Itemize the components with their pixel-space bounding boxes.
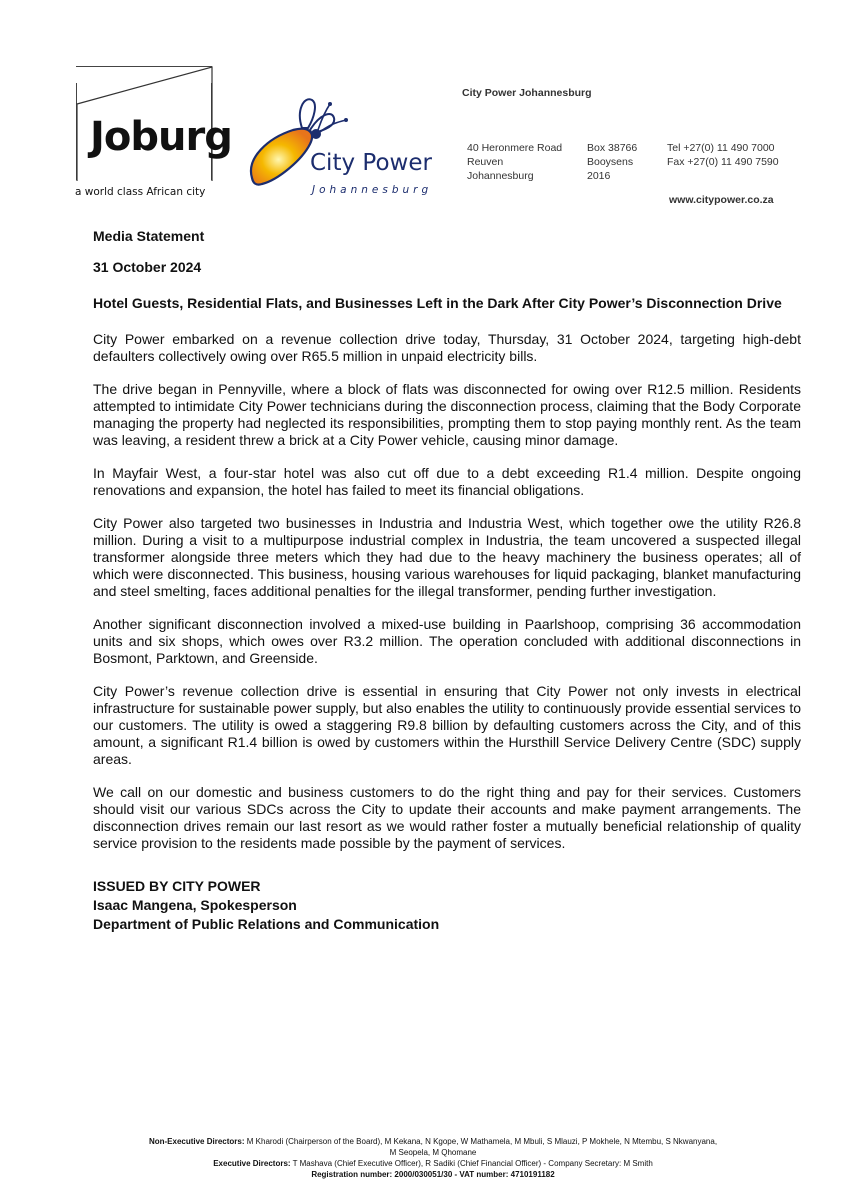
- postbox-line: Box 38766: [587, 142, 638, 154]
- citypower-logo-sub: Johannesburg: [312, 184, 433, 196]
- address-line: Johannesburg: [467, 170, 534, 182]
- paragraph: In Mayfair West, a four-star hotel was also cut off due to a debt exceeding R1.4 million. Despite ongoing renovations and expansion, the hotel has failed to meet its financial obligations.: [93, 465, 801, 498]
- department: Department of Public Relations and Communication: [93, 916, 440, 932]
- paragraph: City Power also targeted two businesses in Industria and Industria West, which together owe the utility R26.8 million. During a visit to a multipurpose industrial complex in Industria, the team uncovered a suspected illegal transformer alongside three meters which they had due to the heavy machinery the business operates; all of which were disconnected. This business, housing various warehouses for liquid packaging, blanket manufacturing and steel smelting, faces additional penalties for the illegal transformer, pending further investigation.: [93, 515, 801, 599]
- statement-body: [93, 228, 801, 934]
- nonexec-label: Non-Executive Directors:: [148, 1137, 245, 1146]
- paragraph: We call on our domestic and business customers to do the right thing and pay for their services. Customers should visit our various SDCs across the City to update their accounts and make payment arrangements. The disconnection drives remain our last resort as we would rather foster a mutually beneficial relationship of quality service provision to the residents made possible by the payment of services.: [93, 784, 801, 851]
- fax-number: Fax +27(0) 11 490 7590: [667, 156, 779, 168]
- spokesperson: Isaac Mangena, Spokesperson: [93, 897, 297, 913]
- issued-by: ISSUED BY CITY POWER: [93, 878, 261, 894]
- signature-block: [93, 877, 801, 934]
- address-line: Reuven: [467, 156, 504, 168]
- joburg-wordmark: Joburg: [90, 114, 232, 160]
- postbox-line: 2016: [587, 170, 611, 182]
- postbox-line: Booysens: [587, 156, 634, 168]
- citypower-logo-name: City Power: [310, 150, 432, 176]
- paragraph: Another significant disconnection involved a mixed-use building in Paarlshoop, comprising 36 accommodation units and six shops, which owes over R3.2 million. The operation concluded with additional disconnections in Bosmont, Parktown, and Greenside.: [93, 616, 801, 666]
- paragraph: City Power embarked on a revenue collection drive today, Thursday, 31 October 2024, targeting high-debt defaulters collectively owing over R65.5 million in unpaid electricity bills.: [93, 331, 801, 364]
- address-block: [467, 141, 562, 183]
- nonexec-names: M Kharodi (Chairperson of the Board), M Kekana, N Kgope, W Mathamela, M Mbuli, S Mlauzi, P Mokhele, N Mtembu, S Nkwanyana,: [246, 1137, 718, 1146]
- phone-number: Tel +27(0) 11 490 7000: [667, 142, 775, 154]
- joburg-tagline: a world class African city: [75, 186, 206, 198]
- company-name: City Power Johannesburg: [462, 87, 592, 99]
- contact-block: [667, 141, 779, 169]
- footer: [40, 1136, 826, 1180]
- statement-title: Hotel Guests, Residential Flats, and Businesses Left in the Dark After City Power’s Disconnection Drive: [93, 295, 782, 311]
- paragraph: City Power’s revenue collection drive is essential in ensuring that City Power not only invests in electrical infrastructure for sustainable power supply, but also enables the utility to continuously provide essential services to our customers. The utility is owed a staggering R9.8 billion by defaulting customers across the City, and of this amount, a significant R1.4 billion is owed by customers within the Hursthill Service Delivery Centre (SDC) supply areas.: [93, 683, 801, 767]
- statement-date: 31 October 2024: [93, 259, 202, 275]
- exec-names: T Mashava (Chief Executive Officer), R Sadiki (Chief Financial Officer) - Company Secretary: M Smith: [292, 1159, 653, 1168]
- joburg-logo-text: [90, 114, 232, 160]
- postbox-block: [587, 141, 637, 183]
- nonexec-names-cont: M Seopela, M Qhomane: [389, 1148, 477, 1157]
- website-link[interactable]: www.citypower.co.za: [669, 194, 774, 206]
- address-line: 40 Heronmere Road: [467, 142, 563, 154]
- nonexec-directors: [40, 1136, 826, 1147]
- exec-label: Executive Directors:: [213, 1159, 291, 1168]
- exec-directors: [40, 1158, 826, 1169]
- registration-line: Registration number: 2000/030051/30 - VAT number: 4710191182: [311, 1170, 555, 1179]
- statement-label: Media Statement: [93, 228, 205, 244]
- paragraph: The drive began in Pennyville, where a block of flats was disconnected for owing over R12.5 million. Residents attempted to intimidate City Power technicians during the disconnection process, claiming that the Body Corporate managing the property had neglected its responsibilities, prompting them to stop paying monthly rent. As the team was leaving, a resident threw a brick at a City Power vehicle, causing minor damage.: [93, 381, 801, 448]
